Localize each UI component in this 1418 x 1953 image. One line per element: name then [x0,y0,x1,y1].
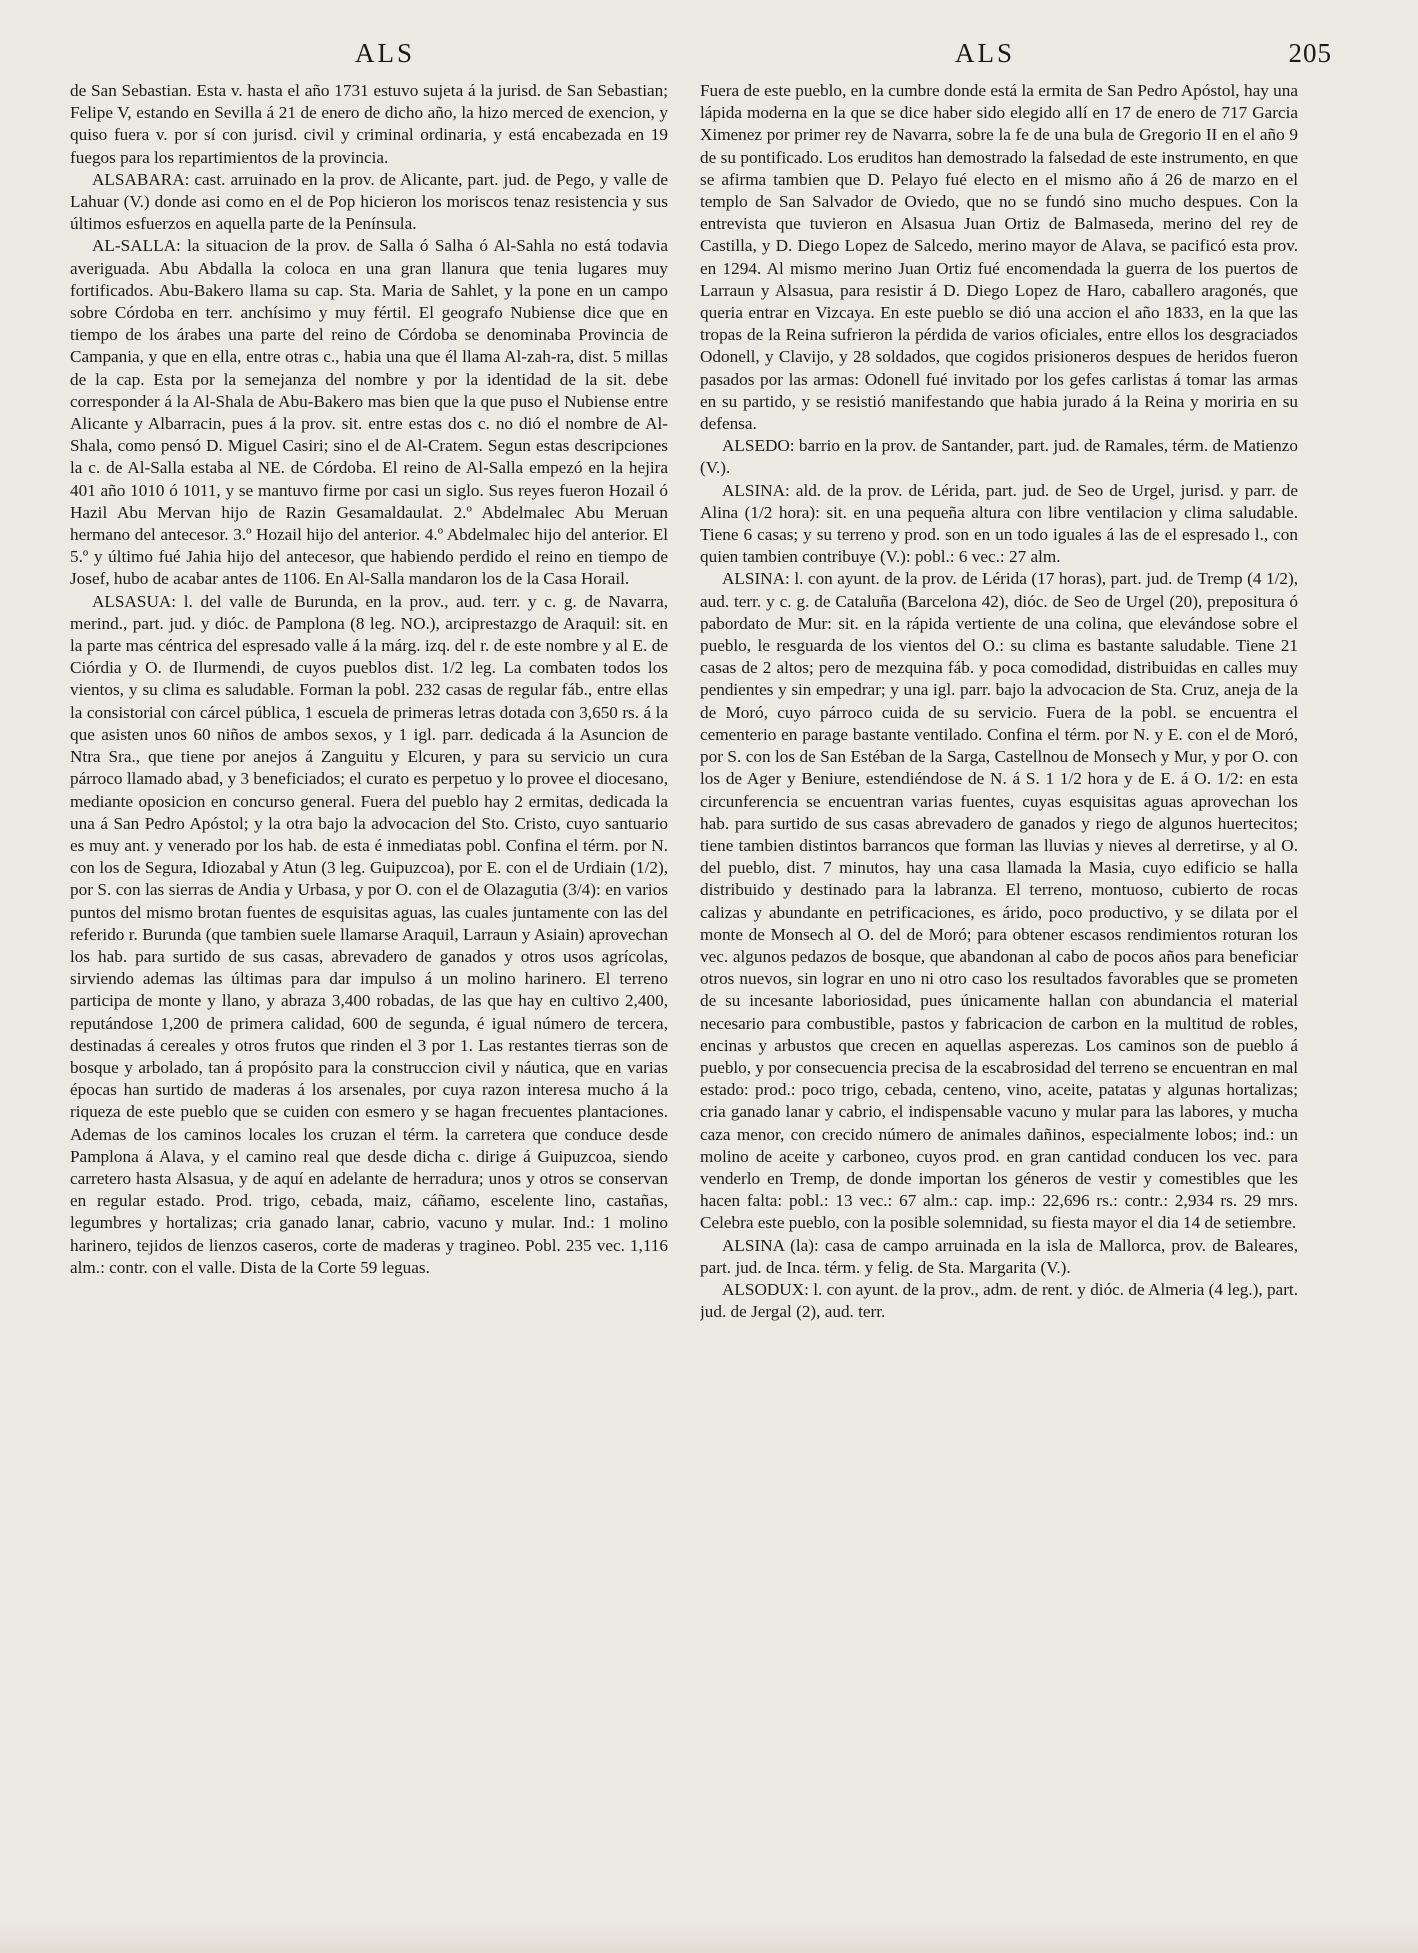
running-head-right: ALS [955,38,1016,68]
right-column [700,80,1298,1920]
entry-alsina-ald: ALSINA: ald. de la prov. de Lérida, part. jud. de Seo de Urgel, jurisd. y parr. de Alina (1/2 hora): sit. en una pequeña altura con libre ventilacion y clima saludable. Tiene 6 casas; y su terreno y prod. son en un todo iguales á las de el espresado l., con quien tambien contribuye (V.): pobl.: 6 vec.: 27 alm. [700,480,1298,567]
page-number: 205 [1288,38,1332,68]
entry-alsasua-continuation: Fuera de este pueblo, en la cumbre donde está la ermita de San Pedro Apóstol, hay una lápida moderna en la que se dice haber sido elegido allí en 17 de enero de 717 Garcia Ximenez por primer rey de Navarra, sobre la fe de una bula de Gregorio II en el año 9 de su pontificado. Los eruditos han demostrado la falsedad de este instrumento, en que se afirma tambien que D. Pelayo fué electo en el mismo año á 26 de marzo en el templo de San Salvador de Oviedo, que no se fundó sino mucho despues. Con la entrevista que tuvieron en Alsasua Juan Ortiz de Balmaseda, merino del rey de Castilla, y D. Diego Lopez de Salcedo, merino mayor de Alava, se pacificó esta prov. en 1294. Al mismo merino Juan Ortiz fué encomendada la guerra de los puertos de Larraun y Alsasua, para resistir á D. Diego Lopez de Haro, caballero aragonés, que queria entrar en Vizcaya. En este pueblo se dió una accion el año 1833, en la que las tropas de la Reina sufrieron la pérdida de varios oficiales, entre ellos los desgraciados Odonell, y Clavijo, y 28 soldados, que cogidos prisioneros despues de heridos fueron pasados por las armas: Odonell fué invitado por los gefes carlistas á tomar las armas en su partido, y se resistió manifestando que habia jurado á la Reina y moriria en su defensa. [700,81,1298,434]
entry-alsabara: ALSABARA: cast. arruinado en la prov. de Alicante, part. jud. de Pego, y valle de Lahuar (V.) donde asi como en el de Pop hicieron los moriscos tenaz resistencia y sus últimos esfuerzos en aquella parte de la Península. [70,169,668,234]
entry-alsasua: ALSASUA: l. del valle de Burunda, en la prov., aud. terr. y c. g. de Navarra, merind., part. jud. y dióc. de Pamplona (8 leg. NO.), arciprestazgo de Araquil: sit. en la parte mas céntrica del espresado valle á la márg. izq. del r. de este nombre y al E. de Ciórdia y O. de Ilurmendi, de cuyos pueblos dist. 1/2 leg. La combaten todos los vientos, y su clima es saludable. Forman la pobl. 232 casas de regular fáb., entre ellas la consistorial con cárcel pública, 1 escuela de primeras letras dotada con 3,650 rs. á la que asisten unos 60 niños de ambos sexos, y 1 igl. parr. dedicada á la Asuncion de Ntra Sra., que tiene por anejos á Zanguitu y Elcuren, y para su servicio un cura párroco llamado abad, y 3 beneficiados; el curato es perpetuo y lo provee el diocesano, mediante oposicion en concurso general. Fuera del pueblo hay 2 ermitas, dedicada la una á San Pedro Apóstol; y la otra bajo la advocacion del Sto. Cristo, cuyo santuario es muy ant. y venerado por los hab. de esta é inmediatas pobl. Confina el térm. por N. con los de Segura, Idiozabal y Atun (3 leg. Guipuzcoa), por E. con el de Urdiain (1/2), por S. con las sierras de Andia y Urbasa, y por O. con el de Olazagutia (3/4): en varios puntos del mismo brotan fuentes de esquisitas aguas, las cuales juntamente con las del referido r. Burunda (que tambien suele llamarse Araquil, Larraun y Asiain) aprovechan los hab. para surtido de sus casas, abrevadero de ganados y otros usos agrícolas, sirviendo ademas las últimas para dar impulso á un molino harinero. El terreno participa de monte y llano, y abraza 3,400 robadas, de las que hay en cultivo 2,400, reputándose 1,200 de primera calidad, 600 de segunda, é igual número de tercera, destinadas á cereales y otros frutos que rinden el 3 por 1. Las restantes tierras son de bosque y arbolado, tan á propósito para la construccion civil y náutica, que en varias épocas han surtido de maderas á los arsenales, por cuya razon interesa mucho á la riqueza de este pueblo que se cuiden con esmero y se hagan frecuentes plantaciones. Ademas de los caminos locales los cruzan el térm. la carretera que conduce desde Pamplona á Alava, y el camino real que desde dicha c. dirige á Guipuzcoa, siendo carretero hasta Alsasua, y de aquí en adelante de herradura; unos y otros se conservan en regular estado. Prod. trigo, cebada, maiz, cáñamo, escelente lino, castañas, legumbres y hortalizas; cria ganado lanar, cabrio, vacuno y mular. Ind.: 1 molino harinero, tejidos de lienzos caseros, corte de maderas y tragineo. Pobl. 235 vec. 1,116 alm.: contr. con el valle. Dista de la Corte 59 leguas. [70,591,668,1277]
entry-al-salla: AL-SALLA: la situacion de la prov. de Salla ó Salha ó Al-Sahla no está todavia averiguada. Abu Abdalla la coloca en una gran llanura que tenia lugares muy fortificados. Abu-Bakero llama su cap. Sta. Maria de Sahlet, y la pone en un campo sobre Córdoba en terr. anchísimo y muy fértil. El geografo Nubiense dice que en tiempo de los árabes una parte del reino de Córdoba se denominaba Provincia de Campania, y que en ella, entre otras c., habia una que él llama Al-zah-ra, dist. 5 millas de la cap. Esta por la semejanza del nombre y por la identidad de la sit. debe corresponder á la Al-Shala de Abu-Bakero mas bien que la que puso el Nubiense entre Alicante y Albarracin, pues á la prov. sit. entre estas dos c. no dió el nombre de Al-Shala, como pensó D. Miguel Casiri; sino el de Al-Cratem. Segun estas descripciones la c. de Al-Salla estaba al NE. de Córdoba. El reino de Al-Salla empezó en la hejira 401 año 1010 ó 1011, y se mantuvo firme por casi un siglo. Sus reyes fueron Hozail ó Hazil Abu Mervan hijo de Razin Gesamaldaulat. 2.º Abdelmalec Abu Meruan hermano del antecesor. 3.º Hozail hijo del anterior. 4.º Abdelmalec hijo del anterior. El 5.º y último fué Jahia hijo del antecesor, que habiendo perdido el reino en tiempo de Josef, hubo de acabar antes de 1106. En Al-Salla mandaron los de la Casa Horail. [70,236,668,589]
running-head-left: ALS [355,38,416,68]
entry-alsedo: ALSEDO: barrio en la prov. de Santander, part. jud. de Ramales, térm. de Matienzo (V.). [700,436,1298,478]
entry-continuation: de San Sebastian. Esta v. hasta el año 1731 estuvo sujeta á la jurisd. de San Sebastian; Felipe V, estando en Sevilla á 21 de enero de dicho año, la hizo merced de exencion, y quiso fuera v. por sí con jurisd. civil y criminal ordinaria, y está encabezada en 19 fuegos para los repartimientos de la provincia. [70,81,668,167]
left-column [70,80,668,1920]
scan-edge-shading [0,1923,1418,1953]
entry-alsina-la: ALSINA (la): casa de campo arruinada en la isla de Mallorca, prov. de Baleares, part. jud. de Inca. térm. y felig. de Sta. Margarita (V.). [700,1235,1298,1277]
entry-alsina-lugar: ALSINA: l. con ayunt. de la prov. de Lérida (17 horas), part. jud. de Tremp (4 1/2), aud. terr. y c. g. de Cataluña (Barcelona 42), dióc. de Seo de Urgel (20), prepositura ó pabordato de Mur: sit. en la rápida vertiente de una colina, que elevándose sobre el pueblo, le resguarda de los vientos del O.: su clima es bastante saludable. Tiene 21 casas de 2 altos; pero de mezquina fáb. y poca comodidad, distribuidas en calles muy pendientes y sin empedrar; y una igl. parr. bajo la advocacion de Sta. Cruz, aneja de la de Moró, cuyo párroco cuida de su servicio. Fuera de la pobl. se encuentra el cementerio en parage bastante ventilado. Confina el térm. por N. y E. con el de Moró, por S. con los de San Estéban de la Sarga, Castellnou de Monsech y Mur, y por O. con los de Ager y Beniure, estendiéndose de N. á S. 1 1/2 hora y de E. á O. 1/2: en esta circunferencia se encuentran varias fuentes, cuyas esquisitas aguas aprovechan los hab. para surtido de sus casas abrevadero de ganados y riego de algunos huertecitos; tiene tambien distintos barrancos que forman las lluvias y nieves al derretirse, y al O. del pueblo, dist. 7 minutos, hay una casa llamada la Masia, cuyo edificio se halla distribuido y destinado para la labranza. El terreno, montuoso, cubierto de rocas calizas y abundante en petrificaciones, es árido, poco productivo, y se dilata por el monte de Monsech al O. del de Moró; para obtener escasos rendimientos roturan los vec. algunos pedazos de bosque, que abandonan al cabo de pocos años para beneficiar otros nuevos, sin lograr en uno ni otro caso los resultados favorables que se prometen de su incesante laboriosidad, pues únicamente hallan con abundancia el material necesario para combustible, pastos y fabricacion de carbon en la multitud de robles, encinas y arbustos que crecen en aquellas asperezas. Los caminos son de pueblo á pueblo, y por consecuencia precisa de la escabrosidad del terreno se encuentran en mal estado: prod.: poco trigo, cebada, centeno, vino, aceite, patatas y algunas hortalizas; cria ganado lanar y cabrio, el indispensable vacuno y mular para las labores, y mucha caza menor, con crecido número de animales dañinos, especialmente lobos; ind.: un molino de aceite y carboneo, cuyos prod. en gran cantidad conducen los vec. para venderlo en Tremp, de donde importan los géneros de vestir y comestibles que les hacen falta: pobl.: 13 vec.: 67 alm.: cap. imp.: 22,696 rs.: contr.: 2,934 rs. 29 mrs. Celebra este pueblo, con la posible solemnidad, su fiesta mayor el dia 14 de setiembre. [700,569,1298,1233]
running-head [0,38,1418,78]
entry-alsodux: ALSODUX: l. con ayunt. de la prov., adm. de rent. y dióc. de Almeria (4 leg.), part. jud. de Jergal (2), aud. terr. [700,1279,1298,1322]
